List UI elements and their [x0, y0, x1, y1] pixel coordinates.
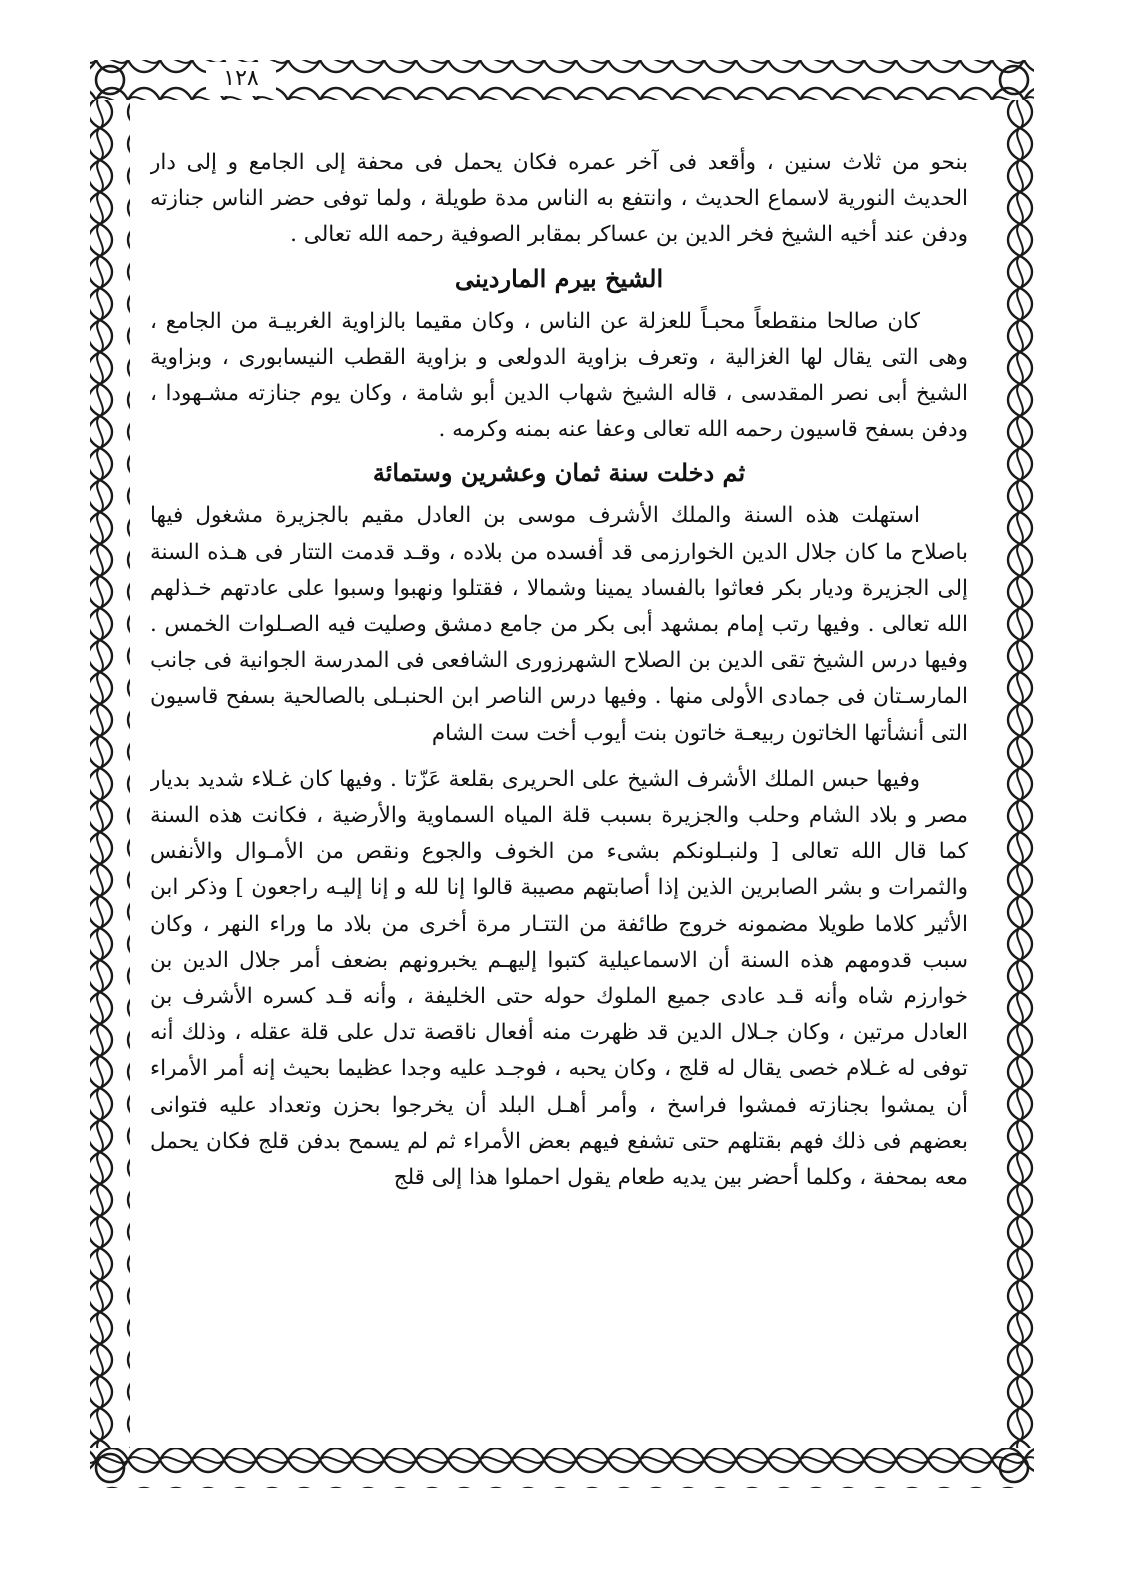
page-number: ١٢٨: [206, 62, 276, 96]
paragraph-1: بنحو من ثلاث سنين ، وأقعد فى آخر عمره فكان يحمل فى محفة إلى الجامع و إلى دار الحديث النورية لاسماع الحديث ، وانتفع به الناس مدة طويلة ، ولما توفى حضر الناس جنازته ودفن عند أخيه الشيخ فخر الدين بن عساكر بمقابر الصوفية رحمه الله تعالى .: [150, 150, 968, 248]
page-body: [150, 145, 968, 1445]
paragraph-2: كان صالحا منقطعاً محبـاً للعزلة عن الناس ، وكان مقيما بالزاوية الغربيـة من الجامع ، وهى التى يقال لها الغزالية ، وتعرف بزاوية الدولعى و بزاوية القطب النيسابورى ، وبزاوية الشيخ أبى نصر المقدسى ، قاله الشيخ شهاب الدين أبو شامة ، وكان يوم جنازته مشـهودا ، ودفن بسفح قاسيون رحمه الله تعالى وعفا عنه بمنه وكرمه .: [150, 308, 968, 443]
section-heading-2: ثم دخلت سنة ثمان وعشرين وستمائة: [372, 458, 746, 488]
paragraph-3: استهلت هذه السنة والملك الأشرف موسى بن العادل مقيم بالجزيرة مشغول فيها باصلاح ما كان جلال الدين الخوارزمى قد أفسده من بلاده ، وقـد قدمت التتار فى هـذه السنة إلى الجزيرة وديار بكر فعاثوا بالفساد يمينا وشمالا ، فقتلوا ونهبوا وسبوا على عادتهم خـذلهم الله تعالى . وفيها رتب إمام بمشهد أبى بكر من جامع دمشق وصليت فيه الصـلوات الخمس . وفيها درس الشيخ تقى الدين بن الصلاح الشهرزورى الشافعى فى المدرسة الجوانية فى جانب المارسـتان فى جمادى الأولى منها . وفيها درس الناصر ابن الحنبـلى بالصالحية بسفح قاسيون التى أنشأتها الخاتون ربيعـة خاتون بنت أيوب أخت ست الشام: [150, 503, 968, 746]
paragraph-gap: [150, 752, 968, 762]
section-heading-1: الشيخ بيرم الماردينى: [454, 263, 664, 293]
paragraph-4: وفيها حبس الملك الأشرف الشيخ على الحريرى بقلعة عَزّتا . وفيها كان غـلاء شديد بديار مصر و بلاد الشام وحلب والجزيرة بسبب قلة المياه السماوية والأرضية ، فكانت هذه السنة كما قال الله تعالى [ ولنبـلونكم بشىء من الخوف والجوع ونقص من الأمـوال والأنفس والثمرات و بشر الصابرين الذين إذا أصابتهم مصيبة قالوا إنا لله و إنا إليـه راجعون ] وذكر ابن الأثير كلاما طويلا مضمونه خروج طائفة من التتـار مرة أخرى من بلاد ما وراء النهر ، وكان سبب قدومهم هذه السنة أن الاسماعيلية كتبوا إليهـم يخبرونهم بضعف أمر جلال الدين بن خوارزم شاه وأنه قـد عادى جميع الملوك حوله حتى الخليفة ، وأنه قـد كسره الأشرف بن العادل مرتين ، وكان جـلال الدين قد ظهرت منه أفعال ناقصة تدل على قلة عقله ، وذلك أنه توفى له غـلام خصى يقال له قلج ، وكان يحبه ، فوجـد عليه وجدا عظيما بحيث إنه أمر الأمراء أن يمشوا بجنازته فمشوا فراسخ ، وأمر أهـل البلد أن يخرجوا بحزن وتعداد عليه فتوانى بعضهم فى ذلك فهم بقتلهم حتى تشفع فيهم بعض الأمراء ثم لم يسمح بدفن قلج فكان يحمل معه بمحفة ، وكلما أحضر بين يديه طعام يقول احملوا هذا إلى قلج: [150, 766, 968, 1191]
